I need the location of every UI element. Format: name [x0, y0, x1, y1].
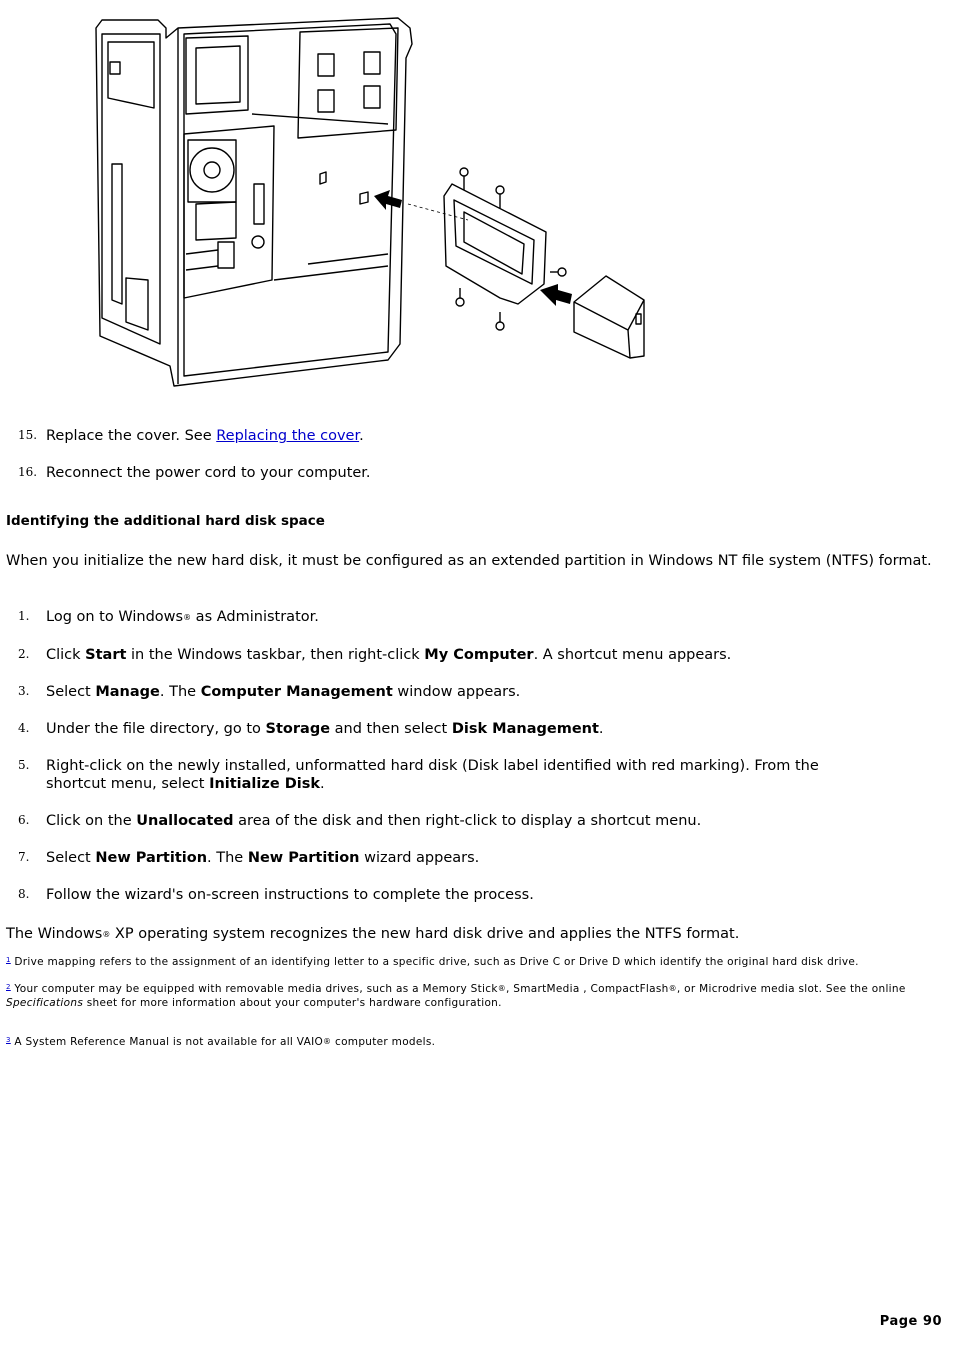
closing-paragraph: The Windows® XP operating system recognizes the new hard disk drive and applies the NTFS format.: [6, 926, 740, 942]
section-heading: Identifying the additional hard disk space: [6, 513, 325, 529]
footnote-1: $^1$ Drive mapping refers to the assignment of an identifying letter to a specific drive, such as Drive C or Drive D which identify the original hard disk drive.: [6, 956, 859, 968]
step-number: 16.: [18, 465, 38, 479]
footnote-3: $^3$ A System Reference Manual is not available for all VAIO® computer models.: [6, 1036, 436, 1048]
insert-arrow-bracket: [374, 190, 402, 210]
insert-arrow-drive: [540, 284, 572, 306]
hard-disk-drive: [574, 276, 644, 358]
replacing-the-cover-link[interactable]: Replacing the cover: [216, 428, 360, 444]
hard-disk-installation-illustration: [88, 14, 650, 390]
step-number: 15.: [18, 428, 38, 442]
footnote-2: $^2$ Your computer may be equipped with removable media drives, such as a Memory Stick®, SmartMedia , CompactFlash®, or Microdrive media slot. See the online Specifications sheet for more information about your computer's hardware configuration.: [6, 983, 906, 1009]
intro-paragraph: When you initialize the new hard disk, it must be configured as an extended partition in Windows NT file system (NTFS) format.: [6, 553, 932, 569]
footnote-2-marker[interactable]: 2: [6, 983, 11, 991]
footnote-1-marker[interactable]: 1: [6, 956, 11, 964]
page-number: Page 90: [879, 1314, 942, 1329]
footnote-3-marker[interactable]: 3: [6, 1036, 11, 1044]
